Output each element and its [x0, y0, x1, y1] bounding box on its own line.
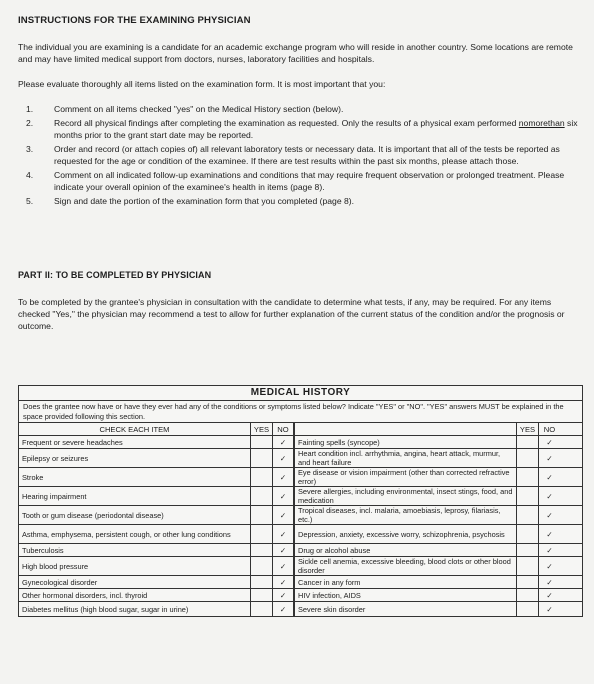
- condition-text: ✓: [546, 545, 553, 555]
- instruction-text-part: Record all physical findings after completing the examination as requested. Only the results of a physical exam performed: [54, 118, 519, 128]
- part2-paragraph: To be completed by the grantee's physician in consultation with the candidate to determine what tests, if any, may be required. For any items checked "Yes," the physician may recommend a test to allow for further explanation of the current status of the condition and/or the prognosis or outcome.: [18, 297, 565, 331]
- yes-checkbox-left[interactable]: [251, 506, 273, 524]
- instruction-text: Comment on all indicated follow-up examinations and conditions that may require frequent observation or prolonged treatment. Please indicate your overall opinion of the examinee's health in items (page 8).: [54, 170, 565, 192]
- yes-checkbox-right[interactable]: [517, 589, 539, 601]
- instruction-number: 3.: [26, 144, 34, 154]
- condition-label-left: [19, 436, 251, 448]
- no-column-header: NO: [273, 423, 295, 435]
- no-checkbox-left[interactable]: [273, 449, 295, 467]
- instruction-underlined-text: nomorethan: [518, 118, 565, 128]
- no-checkbox-left[interactable]: [273, 487, 295, 505]
- no-checkbox-left[interactable]: [273, 589, 295, 601]
- condition-text: ✓: [279, 510, 287, 520]
- no-checkbox-right[interactable]: [539, 468, 560, 486]
- instruction-item: [18, 103, 578, 115]
- medical-history-title: MEDICAL HISTORY: [19, 386, 582, 401]
- condition-text: ✓: [279, 577, 287, 587]
- no-checkbox-right[interactable]: [539, 576, 560, 588]
- no-checkbox-left[interactable]: [273, 602, 295, 616]
- yes-checkbox-right[interactable]: [517, 487, 539, 505]
- condition-text: ✓: [279, 472, 287, 482]
- condition-text: Eye disease or vision impairment (other than corrected refractive error): [298, 468, 510, 486]
- yes-checkbox-left[interactable]: [251, 525, 273, 543]
- yes-checkbox-left[interactable]: [251, 449, 273, 467]
- no-checkbox-right[interactable]: [539, 487, 560, 505]
- condition-text: Sickle cell anemia, excessive bleeding, blood clots or other blood disorder: [298, 557, 511, 575]
- condition-label-right: [295, 468, 517, 486]
- condition-label-left: [19, 557, 251, 575]
- no-checkbox-right[interactable]: [539, 449, 560, 467]
- condition-text: HIV infection, AIDS: [298, 590, 361, 600]
- instruction-item: [18, 195, 578, 207]
- condition-text: Stroke: [22, 472, 44, 482]
- part2-heading: PART II: TO BE COMPLETED BY PHYSICIAN: [18, 270, 212, 280]
- condition-text: ✓: [279, 529, 287, 539]
- condition-text: ✓: [546, 561, 553, 571]
- condition-label-left: [19, 602, 251, 616]
- condition-text: Severe allergies, including environmental, insect stings, food, and medication: [298, 487, 513, 505]
- no-checkbox-left[interactable]: [273, 544, 295, 556]
- condition-text: Gynecological disorder: [22, 577, 98, 587]
- condition-text: ✓: [546, 437, 553, 447]
- condition-label-left: [19, 487, 251, 505]
- table-row: [19, 602, 582, 616]
- table-row: [19, 589, 582, 602]
- yes-checkbox-right[interactable]: [517, 602, 539, 616]
- yes-checkbox-left[interactable]: [251, 487, 273, 505]
- yes-checkbox-right[interactable]: [517, 544, 539, 556]
- yes-checkbox-right[interactable]: [517, 557, 539, 575]
- condition-text: Heart condition incl. arrhythmia, angina, heart attack, murmur, and heart failure: [298, 449, 501, 467]
- condition-text: Epilepsy or seizures: [22, 453, 89, 463]
- condition-text: ✓: [546, 590, 553, 600]
- yes-checkbox-right[interactable]: [517, 576, 539, 588]
- medical-history-rows: [19, 436, 582, 616]
- condition-label-left: [19, 576, 251, 588]
- table-row: [19, 487, 582, 506]
- table-row: [19, 544, 582, 557]
- instruction-number: 1.: [26, 104, 34, 114]
- condition-text: Asthma, emphysema, persistent cough, or other lung conditions: [22, 529, 231, 539]
- condition-text: Drug or alcohol abuse: [298, 545, 371, 555]
- no-checkbox-left[interactable]: [273, 576, 295, 588]
- no-checkbox-left[interactable]: [273, 436, 295, 448]
- instruction-number: 4.: [26, 170, 34, 180]
- check-each-item-header: CHECK EACH ITEM: [19, 423, 251, 435]
- no-checkbox-right[interactable]: [539, 525, 560, 543]
- no-checkbox-right[interactable]: [539, 557, 560, 575]
- table-row: [19, 576, 582, 589]
- check-item-header-right: [295, 423, 517, 435]
- condition-label-left: [19, 449, 251, 467]
- no-checkbox-right[interactable]: [539, 544, 560, 556]
- yes-checkbox-right[interactable]: [517, 436, 539, 448]
- instruction-item: [18, 143, 578, 167]
- instructions-list: [18, 103, 578, 209]
- condition-label-left: [19, 544, 251, 556]
- instruction-text-part: six months prior to the grant start date may be reported.: [54, 118, 578, 140]
- condition-text: ✓: [279, 491, 287, 501]
- condition-text: Depression, anxiety, excessive worry, schizophrenia, psychosis: [298, 529, 505, 539]
- yes-checkbox-right[interactable]: [517, 468, 539, 486]
- condition-text: ✓: [546, 510, 553, 520]
- no-checkbox-left[interactable]: [273, 468, 295, 486]
- instruction-item: [18, 117, 578, 141]
- condition-label-left: [19, 525, 251, 543]
- condition-text: Tropical diseases, incl. malaria, amoebiasis, leprosy, filariasis, etc.): [298, 506, 501, 524]
- condition-text: Tuberculosis: [22, 545, 64, 555]
- condition-label-right: [295, 487, 517, 505]
- instruction-text: [54, 117, 578, 141]
- condition-label-right: [295, 557, 517, 575]
- yes-checkbox-left[interactable]: [251, 544, 273, 556]
- condition-text: High blood pressure: [22, 561, 89, 571]
- condition-text: ✓: [546, 604, 553, 614]
- condition-label-left: [19, 589, 251, 601]
- no-checkbox-right[interactable]: [539, 589, 560, 601]
- no-checkbox-left[interactable]: [273, 557, 295, 575]
- condition-text: ✓: [546, 577, 553, 587]
- condition-label-right: [295, 602, 517, 616]
- no-checkbox-right[interactable]: [539, 506, 560, 524]
- yes-column-header-right: YES: [517, 423, 539, 435]
- instruction-text: Sign and date the portion of the examination form that you completed (page 8).: [54, 196, 355, 206]
- condition-text: ✓: [279, 604, 287, 614]
- condition-label-right: [295, 576, 517, 588]
- condition-text: ✓: [546, 491, 553, 501]
- yes-checkbox-right[interactable]: [517, 449, 539, 467]
- medical-history-table: [18, 385, 583, 617]
- table-row: [19, 468, 582, 487]
- condition-label-left: [19, 506, 251, 524]
- yes-checkbox-left[interactable]: [251, 576, 273, 588]
- condition-text: Frequent or severe headaches: [22, 437, 123, 447]
- condition-text: ✓: [279, 545, 287, 555]
- condition-label-right: [295, 525, 517, 543]
- yes-checkbox-left[interactable]: [251, 557, 273, 575]
- condition-text: ✓: [546, 529, 553, 539]
- yes-checkbox-left[interactable]: [251, 468, 273, 486]
- no-checkbox-left[interactable]: [273, 525, 295, 543]
- condition-text: Hearing impairment: [22, 491, 87, 501]
- yes-column-header: YES: [251, 423, 273, 435]
- instructions-evaluate-paragraph: Please evaluate thoroughly all items listed on the examination form. It is most important that you:: [18, 79, 386, 89]
- instruction-item: [18, 169, 578, 193]
- table-row: [19, 557, 582, 576]
- condition-text: ✓: [279, 437, 287, 447]
- no-checkbox-right[interactable]: [539, 602, 560, 616]
- condition-text: Cancer in any form: [298, 577, 361, 587]
- condition-text: ✓: [279, 590, 287, 600]
- table-row: [19, 525, 582, 544]
- condition-text: Severe skin disorder: [298, 604, 366, 614]
- medical-history-intro: Does the grantee now have or have they ever had any of the conditions or symptoms listed below? Indicate "YES" or "NO". "YES" answers MUST be explained in the space provided following this section.: [19, 401, 582, 423]
- condition-text: Fainting spells (syncope): [298, 437, 380, 447]
- instructions-heading: INSTRUCTIONS FOR THE EXAMINING PHYSICIAN: [18, 15, 251, 26]
- table-row: [19, 506, 582, 525]
- condition-label-right: [295, 449, 517, 467]
- condition-text: Diabetes mellitus (high blood sugar, sugar in urine): [22, 604, 189, 614]
- condition-label-right: [295, 436, 517, 448]
- yes-checkbox-left[interactable]: [251, 589, 273, 601]
- condition-text: ✓: [546, 472, 553, 482]
- instruction-text: Comment on all items checked "yes" on the Medical History section (below).: [54, 104, 344, 114]
- instructions-intro-paragraph: The individual you are examining is a candidate for an academic exchange program who will reside in another country. Some locations are remote and may have limited medical support from doctors, nurses, laboratory facilities and hospitals.: [18, 42, 573, 64]
- condition-label-right: [295, 589, 517, 601]
- table-row: [19, 436, 582, 449]
- condition-text: ✓: [546, 453, 553, 463]
- instruction-number: 5.: [26, 196, 34, 206]
- yes-checkbox-left[interactable]: [251, 602, 273, 616]
- yes-checkbox-left[interactable]: [251, 436, 273, 448]
- instruction-number: 2.: [26, 118, 34, 128]
- yes-checkbox-right[interactable]: [517, 506, 539, 524]
- condition-label-right: [295, 506, 517, 524]
- table-header-row: [19, 423, 582, 436]
- condition-label-right: [295, 544, 517, 556]
- condition-label-left: [19, 468, 251, 486]
- condition-text: ✓: [279, 561, 287, 571]
- no-checkbox-right[interactable]: [539, 436, 560, 448]
- no-column-header-right: NO: [543, 424, 556, 434]
- table-row: [19, 449, 582, 468]
- condition-text: Other hormonal disorders, incl. thyroid: [22, 590, 148, 600]
- condition-text: Tooth or gum disease (periodontal disease): [22, 510, 164, 520]
- yes-checkbox-right[interactable]: [517, 525, 539, 543]
- condition-text: ✓: [279, 453, 287, 463]
- no-checkbox-left[interactable]: [273, 506, 295, 524]
- instruction-text: Order and record (or attach copies of) all relevant laboratory tests or necessary data. It is important that all of the tests be reported as requested for the age or condition of the examinee. If there are test results within the past six months, please attach those.: [54, 144, 560, 166]
